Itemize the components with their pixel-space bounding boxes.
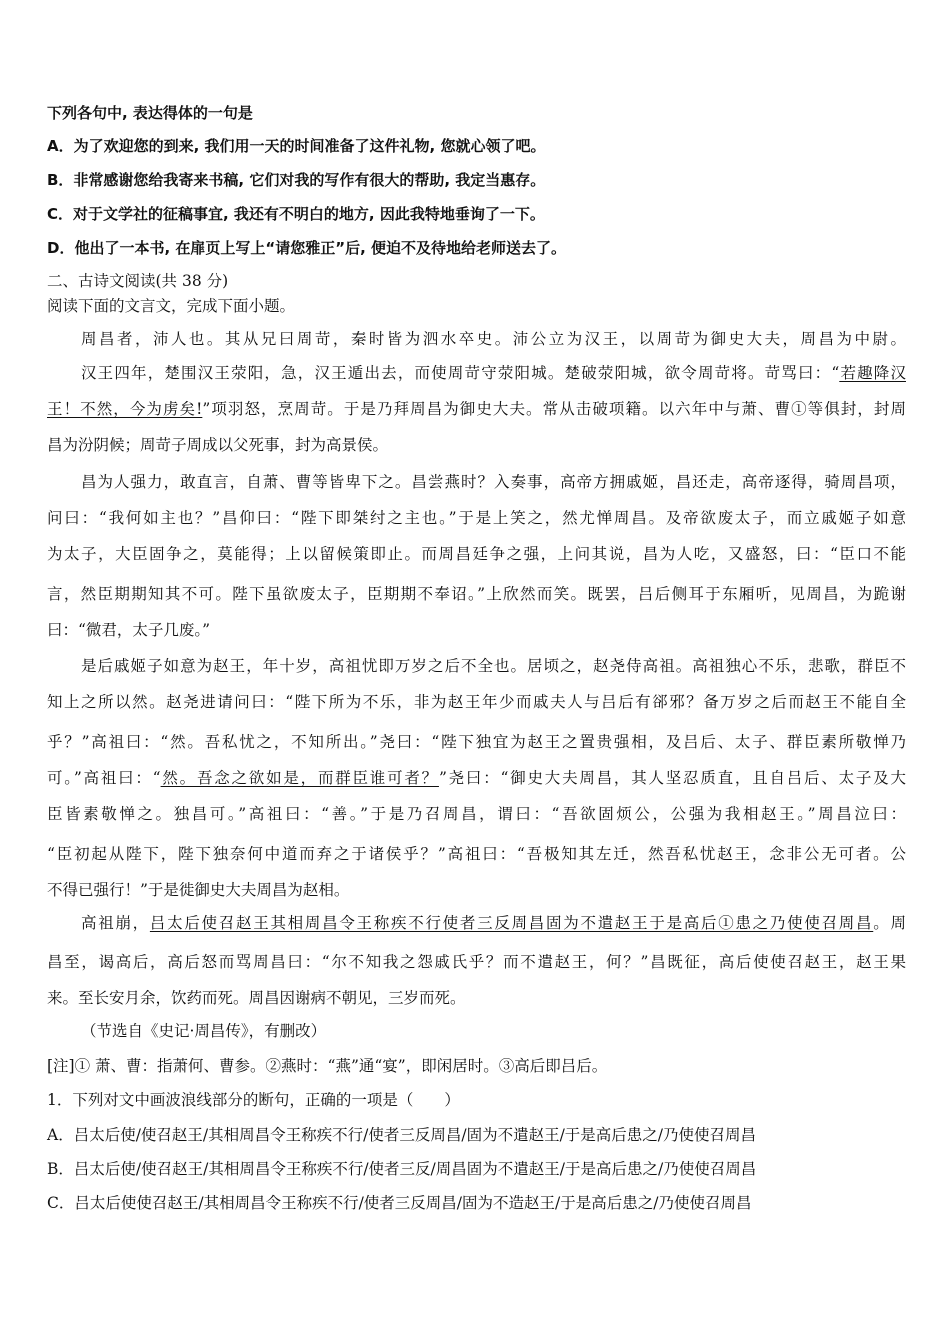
passage-p1: 周昌者，沛人也。其从兄曰周苛，秦时皆为泗水卒史。沛公立为汉王，以周苛为御史大夫，周昌为中尉。 xyxy=(81,330,906,348)
passage-p5-line1 xyxy=(81,912,906,934)
option-d: D．他出了一本书, 在扉页上写上“请您雅正”后, 便迫不及待地给老师送去了。 xyxy=(47,239,567,257)
annotation-note: [注]① 萧、曹：指萧何、曹参。②燕时：“燕”通“宴”，即闲居时。③高后即吕后。 xyxy=(47,1057,608,1075)
passage-p4-line1: 是后戚姬子如意为赵王，年十岁，高祖忧即万岁之后不全也。居顷之，赵尧侍高祖。高祖独心不乐，悲歌，群臣不 xyxy=(81,657,906,675)
text-span: ”项羽怒，烹周苛。于是乃拜周昌为御史大夫。常从击破项籍。以六年中与萧、曹①等俱封，封周 xyxy=(202,400,906,418)
passage-p3-line3: 为太子，大臣固争之，莫能得；上以留候策即止。而周昌廷争之强，上问其说，昌为人吃，又盛怒，曰：“臣口不能 xyxy=(47,545,906,563)
passage-p3-line2: 问曰：“我何如主也？”昌仰曰：“陛下即桀纣之主也。”于是上笑之，然尤惮周昌。及帝欲废太子，而立戚姬子如意 xyxy=(47,509,906,527)
passage-p5-line2: 昌至，谒高后，高后怒而骂周昌曰：“尔不知我之怨戚氏乎？而不遣赵王，何？”昌既征，高后使使召赵王，赵王果 xyxy=(47,953,906,971)
text-span: ”尧曰：“御史大夫周昌，其人坚忍质直，且自吕后、太子及大 xyxy=(438,769,906,787)
passage-p4-line4 xyxy=(47,767,906,789)
question-1-option-c: C．吕太后使使召赵王/其相周昌令王称疾不行/使者三反周昌/固为不造赵王/于是高后患之/乃使使召周昌 xyxy=(47,1194,752,1212)
passage-p3-line1: 昌为人强力，敢直言，自萧、曹等皆卑下之。昌尝燕时？入奏事，高帝方拥戚姬，昌还走，高帝逐得，骑周昌项， xyxy=(81,473,906,491)
passage-p4-line7: 不得已强行！”于是徙御史大夫周昌为赵相。 xyxy=(47,881,350,899)
text-span: 。周 xyxy=(873,914,906,932)
text-span: 汉王四年，楚围汉王荥阳，急，汉王遁出去，而使周苛守荥阳城。楚破荥阳城，欲令周苛将。苛骂曰：“ xyxy=(81,364,840,382)
passage-p4-line6: “臣初起从陛下，陛下独奈何中道而弃之于诸侯乎？”高祖曰：“吾极知其左迁，然吾私忧赵王，念非公无可者。公 xyxy=(47,845,906,863)
passage-p4-line2: 知上之所以然。赵尧进请问曰：“陛下所为不乐，非为赵王年少而戚夫人与吕后有郤邪？备万岁之后而赵王不能自全 xyxy=(47,693,906,711)
option-c: C．对于文学社的征稿事宜, 我还有不明白的地方, 因此我特地垂询了一下。 xyxy=(47,205,545,223)
passage-p3-line4: 言，然臣期期知其不可。陛下虽欲废太子，臣期期不奉诏。”上欣然而笑。既罢，吕后侧耳于东厢听，见周昌，为跪谢 xyxy=(47,585,906,603)
text-span: 高祖崩， xyxy=(81,914,150,932)
passage-source: （节选自《史记·周昌传》，有删改） xyxy=(81,1022,327,1040)
passage-p2-line3: 昌为汾阴候；周苛子周成以父死事，封为高景侯。 xyxy=(47,436,389,454)
underlined-span: 王！不然，今为虏矣! xyxy=(47,400,203,418)
wavy-underlined-span: 吕太后使召赵王其相周昌令王称疾不行使者三反周昌固为不遣赵王于是高后①患之乃使使召周昌 xyxy=(149,914,874,932)
passage-p2-line1 xyxy=(81,362,906,384)
passage-p4-line3: 乎？”高祖曰：“然。吾私忧之，不知所出。”尧曰：“陛下独宜为赵王之置贵强相，及吕后、太子、群臣素所敬惮乃 xyxy=(47,733,906,751)
passage-p3-line5: 曰：“微君，太子几废。” xyxy=(47,621,211,639)
section-heading: 二、古诗文阅读(共 38 分) xyxy=(47,272,229,290)
question-1-stem: 1．下列对文中画波浪线部分的断句，正确的一项是（ ） xyxy=(47,1091,460,1109)
underlined-span: 然。吾念之欲如是，而群臣谁可者？ xyxy=(160,769,439,787)
option-a: A．为了欢迎您的到来, 我们用一天的时间准备了这件礼物, 您就心领了吧。 xyxy=(47,137,546,155)
text-span: 可。”高祖曰：“ xyxy=(47,769,161,787)
question-1-option-b: B．吕太后使/使召赵王/其相周昌令王称疾不行/使者三反/周昌固为不遣赵王/于是高后患之/乃使使召周昌 xyxy=(47,1160,757,1178)
section-instruction: 阅读下面的文言文，完成下面小题。 xyxy=(47,297,296,315)
question-1-option-a: A．吕太后使/使召赵王/其相周昌令王称疾不行/使者三反周昌/固为不遣赵王/于是高后患之/乃使使召周昌 xyxy=(47,1126,757,1144)
option-b: B．非常感谢您给我寄来书稿, 它们对我的写作有很大的帮助, 我定当惠存。 xyxy=(47,171,546,189)
question-stem: 下列各句中, 表达得体的一句是 xyxy=(47,104,253,122)
passage-p5-line3: 来。至长安月余，饮药而死。周昌因谢病不朝见，三岁而死。 xyxy=(47,989,466,1007)
passage-p4-line5: 臣皆素敬惮之。独昌可。”高祖曰：“善。”于是乃召周昌，谓曰：“吾欲固烦公，公强为我相赵王。”周昌泣曰： xyxy=(47,805,906,823)
passage-p2-line2 xyxy=(47,398,906,420)
underlined-span: 若趣降汉 xyxy=(839,364,906,382)
